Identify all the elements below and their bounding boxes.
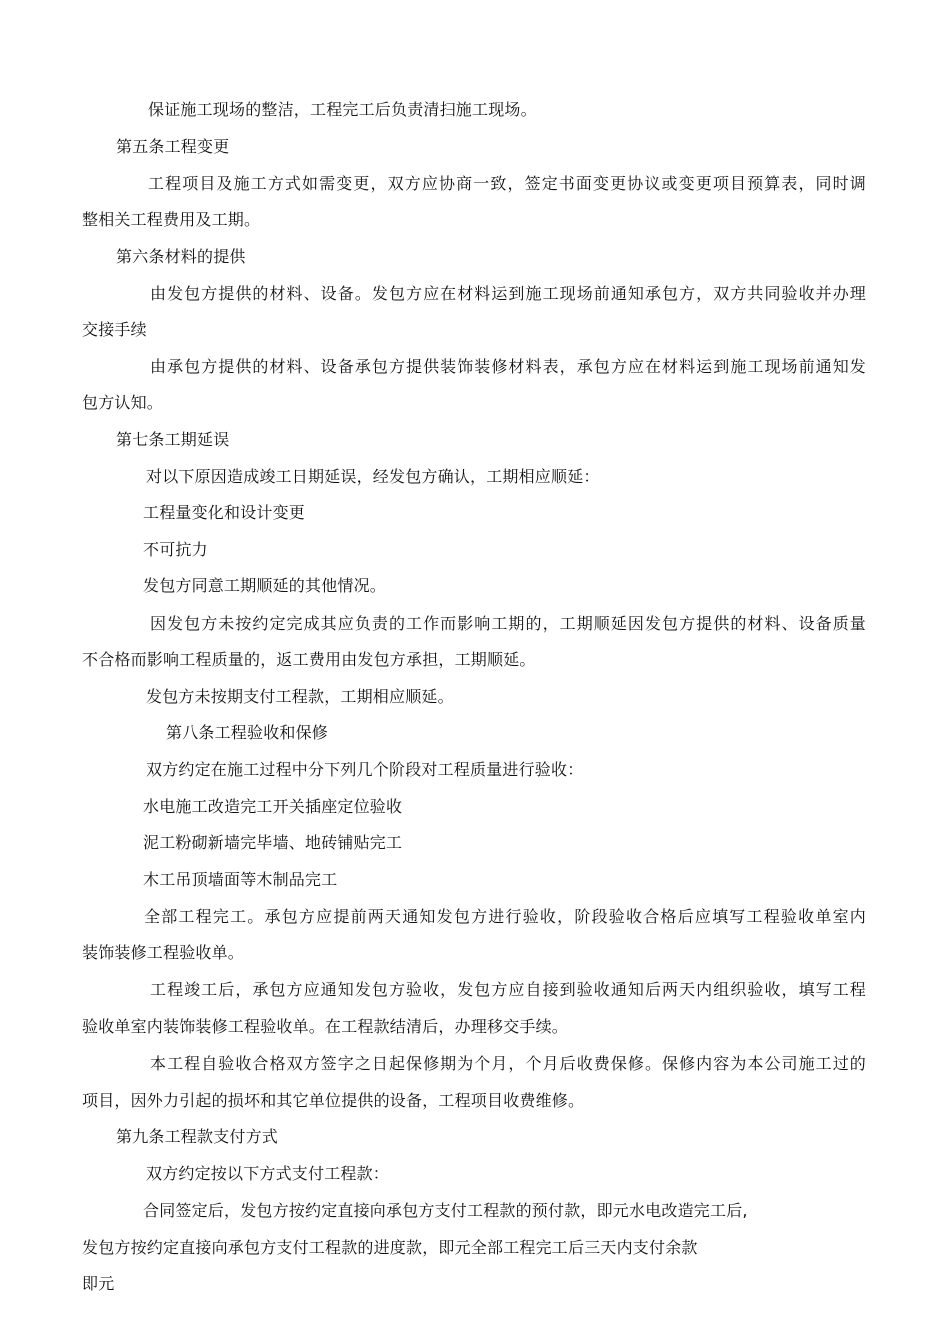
text-line-16: 不合格而影响工程质量的，返工费用由发包方承担，工期顺延。 — [82, 650, 536, 669]
text-line-8: 由承包方提供的材料、设备承包方提供装饰装修材料表，承包方应在材料运到施工现场前通知发 — [150, 357, 866, 376]
text-line-7: 交接手续 — [82, 320, 147, 339]
list-item-4: 水电施工改造完工开关插座定位验收 — [143, 797, 403, 816]
text-line-1: 保证施工现场的整洁，工程完工后负责清扫施工现场。 — [148, 100, 537, 119]
text-line-33: 即元 — [82, 1274, 115, 1293]
text-line-24: 装饰装修工程验收单。 — [82, 943, 245, 962]
list-item-2: 不可抗力 — [143, 540, 208, 559]
section-heading-9: 第九条工程款支付方式 — [116, 1127, 279, 1146]
text-line-11: 对以下原因造成竣工日期延误，经发包方确认，工期相应顺延： — [146, 467, 600, 486]
text-line-31: 合同签定后，发包方按约定直接向承包方支付工程款的预付款，即元水电改造完工后, — [143, 1201, 748, 1220]
text-line-6: 由发包方提供的材料、设备。发包方应在材料运到施工现场前通知承包方，双方共同验收并办理 — [150, 284, 866, 303]
text-line-30: 双方约定按以下方式支付工程款： — [146, 1164, 390, 1183]
text-line-26: 验收单室内装饰装修工程验收单。在工程款结清后，办理移交手续。 — [82, 1017, 569, 1036]
text-line-9: 包方认知。 — [82, 393, 164, 412]
text-line-17: 发包方未按期支付工程款，工期相应顺延。 — [146, 687, 454, 706]
text-line-23: 全部工程完工。承包方应提前两天通知发包方进行验收，阶段验收合格后应填写工程验收单室内 — [144, 907, 866, 926]
text-line-27: 本工程自验收合格双方签字之日起保修期为个月，个月后收费保修。保修内容为本公司施工过的 — [150, 1054, 866, 1073]
section-heading-5: 第五条工程变更 — [116, 137, 230, 156]
list-item-3: 发包方同意工期顺延的其他情况。 — [143, 576, 387, 595]
section-heading-6: 第六条材料的提供 — [116, 247, 246, 266]
text-line-19: 双方约定在施工过程中分下列几个阶段对工程质量进行验收： — [146, 760, 584, 779]
text-line-3: 工程项目及施工方式如需变更，双方应协商一致，签定书面变更协议或变更项目预算表，同时调 — [148, 174, 866, 193]
text-line-32: 发包方按约定直接向承包方支付工程款的进度款，即元全部工程完工后三天内支付余款 — [82, 1238, 698, 1257]
list-item-5: 泥工粉砌新墙完毕墙、地砖铺贴完工 — [143, 833, 403, 852]
text-line-15: 因发包方未按约定完成其应负责的工作而影响工期的，工期顺延因发包方提供的材料、设备质量 — [150, 614, 866, 633]
list-item-1: 工程量变化和设计变更 — [143, 503, 306, 522]
text-line-28: 项目，因外力引起的损坏和其它单位提供的设备，工程项目收费维修。 — [82, 1091, 585, 1110]
list-item-6: 木工吊顶墙面等木制品完工 — [143, 870, 338, 889]
section-heading-8: 第八条工程验收和保修 — [166, 723, 329, 742]
text-line-25: 工程竣工后，承包方应通知发包方验收，发包方应自接到验收通知后两天内组织验收，填写工程 — [150, 980, 866, 999]
section-heading-7: 第七条工期延误 — [116, 430, 230, 449]
text-line-4: 整相关工程费用及工期。 — [82, 210, 261, 229]
